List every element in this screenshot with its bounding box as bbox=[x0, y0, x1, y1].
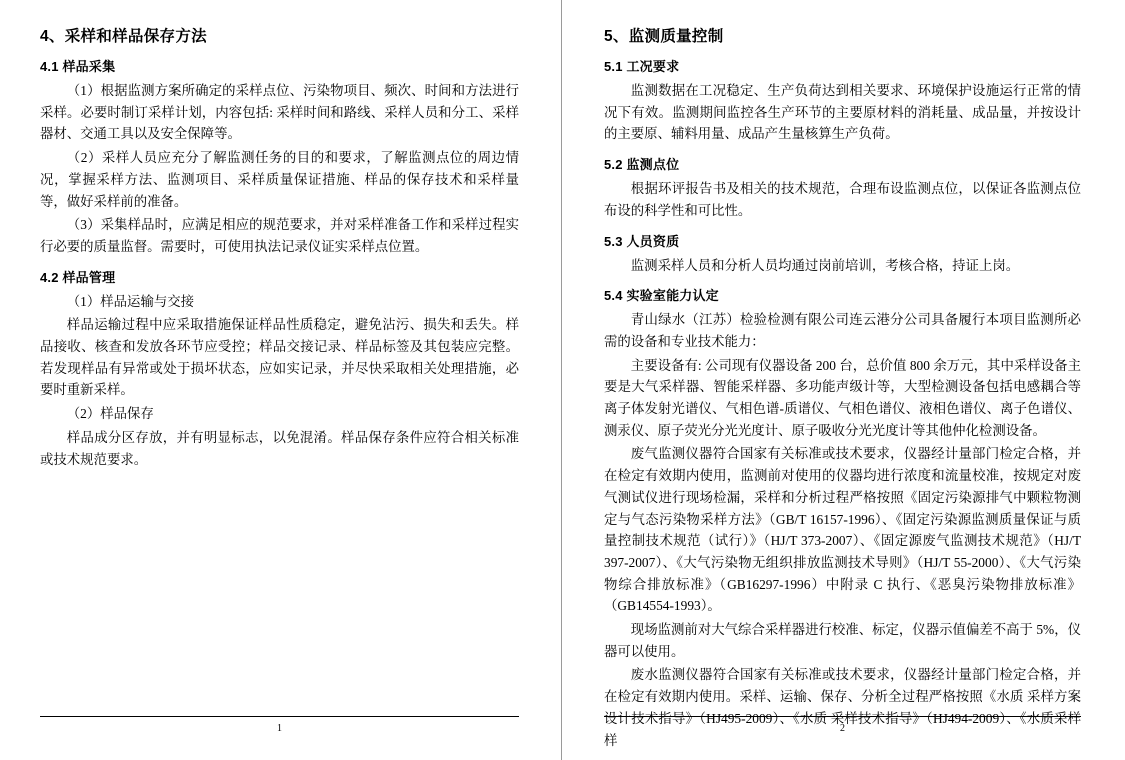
page-left bbox=[0, 0, 562, 760]
paragraph: （1）根据监测方案所确定的采样点位、污染物项目、频次、时间和方法进行采样。必要时制订采样计划，内容包括: 采样时间和路线、采样人员和分工、采样器材、交通工具以及安全保障等。 bbox=[40, 83, 519, 142]
page-number: 1 bbox=[277, 723, 282, 734]
paragraph: 监测采样人员和分析人员均通过岗前培训，考核合格，持证上岗。 bbox=[630, 257, 1020, 273]
section-heading: 5、监测质量控制 bbox=[604, 28, 724, 45]
subsection-heading: 4.1 样品采集 bbox=[40, 59, 116, 74]
paragraph: （3）采集样品时，应满足相应的规范要求，并对采样准备工作和采样过程实行必要的质量监督。需要时，可使用执法记录仪证实采样点位置。 bbox=[40, 217, 519, 254]
paragraph: （1）样品运输与交接 bbox=[66, 293, 195, 309]
page-right-body bbox=[604, 24, 1081, 748]
footer-divider bbox=[604, 716, 1081, 717]
page-footer bbox=[604, 716, 1081, 734]
paragraph: 青山绿水（江苏）检验检测有限公司连云港分公司具备履行本项目监测所必需的设备和专业技术能力： bbox=[604, 312, 1081, 349]
footer-divider bbox=[40, 716, 519, 717]
page-footer bbox=[40, 716, 519, 734]
paragraph: （2）采样人员应充分了解监测任务的目的和要求，了解监测点位的周边情况，掌握采样方法、监测项目、采样质量保证措施、样品的保存技术和采样量等，做好采样前的准备。 bbox=[40, 150, 519, 209]
page-right bbox=[562, 0, 1125, 760]
subsection-heading: 5.1 工况要求 bbox=[604, 59, 680, 74]
page-number: 2 bbox=[840, 723, 845, 734]
subsection-heading: 5.3 人员资质 bbox=[604, 233, 680, 249]
paragraph: 现场监测前对大气综合采样器进行校准、标定，仪器示值偏差不高于 5%，仪器可以使用。 bbox=[604, 622, 1081, 659]
section-heading: 4、采样和样品保存方法 bbox=[40, 28, 207, 45]
paragraph: 监测数据在工况稳定、生产负荷达到相关要求、环境保护设施运行正常的情况下有效。监测期间监控各生产环节的主要原材料的消耗量、成品量，并按设计的主要原、辅料用量、成品产生量核算生产负荷。 bbox=[604, 83, 1081, 142]
subsection-heading: 5.4 实验室能力认定 bbox=[604, 288, 719, 304]
paragraph: 废气监测仪器符合国家有关标准或技术要求，仪器经计量部门检定合格，并在检定有效期内使用，监测前对使用的仪器均进行浓度和流量校准，按规定对废气测试仪进行现场检漏，采样和分析过程严格按照《固定污染源排气中颗粒物测定与气态污染物采样方法》（GB/T 16157-1996）、《固定污染源监测质量保证与质量控制技术规范（试行）》（HJ/T 373-2007）、《固定源废气监测技术规范》（HJ/T 397-2007）、《大气污染物无组织排放监测技术导则》（HJ/T 55-2000）、《大气污染物综合排放标准》（GB16297-1996）中附录 C 执行、《恶臭污染物排放标准》（GB14554-1993）。 bbox=[604, 446, 1081, 614]
paragraph: 废水监测仪器符合国家有关标准或技术要求，仪器经计量部门检定合格，并在检定有效期内使用。采样、运输、保存、分析全过程严格按照《水质 采样方案设计技术指导》（HJ495-2009）、《水质 采样技术指导》（HJ494-2009）、《水质采样 样 bbox=[604, 667, 1081, 748]
paragraph: 样品成分区存放，并有明显标志，以免混淆。样品保存条件应符合相关标准或技术规范要求。 bbox=[40, 429, 519, 467]
page-left-body bbox=[40, 24, 519, 714]
paragraph: （2）样品保存 bbox=[66, 406, 154, 422]
paragraph: 主要设备有: 公司现有仪器设备 200 台，总价值 800 余万元，其中采样设备主要是大气采样器、智能采样器、多功能声级计等，大型检测设备包括电感耦合等离子体发射光谱仪、气相色谱-质谱仪、气相色谱仪、液相色谱仪、离子色谱仪、测汞仪、原子荧光分光光度计、原子吸收分光光度计等其他仲化检测设备。 bbox=[604, 357, 1081, 438]
subsection-heading: 4.2 样品管理 bbox=[40, 269, 116, 285]
paragraph: 根据环评报告书及相关的技术规范，合理布设监测点位，以保证各监测点位布设的科学性和可比性。 bbox=[604, 181, 1081, 218]
paragraph: 样品运输过程中应采取措施保证样品性质稳定，避免沾污、损失和丢失。样品接收、核查和发放各环节应受控；样品交接记录、样品标签及其包装应完整。若发现样品有异常或处于损坏状态，应如实记录，并尽快采取相关处理措施，必要时重新采样。 bbox=[40, 317, 519, 398]
subsection-heading: 5.2 监测点位 bbox=[604, 157, 680, 173]
